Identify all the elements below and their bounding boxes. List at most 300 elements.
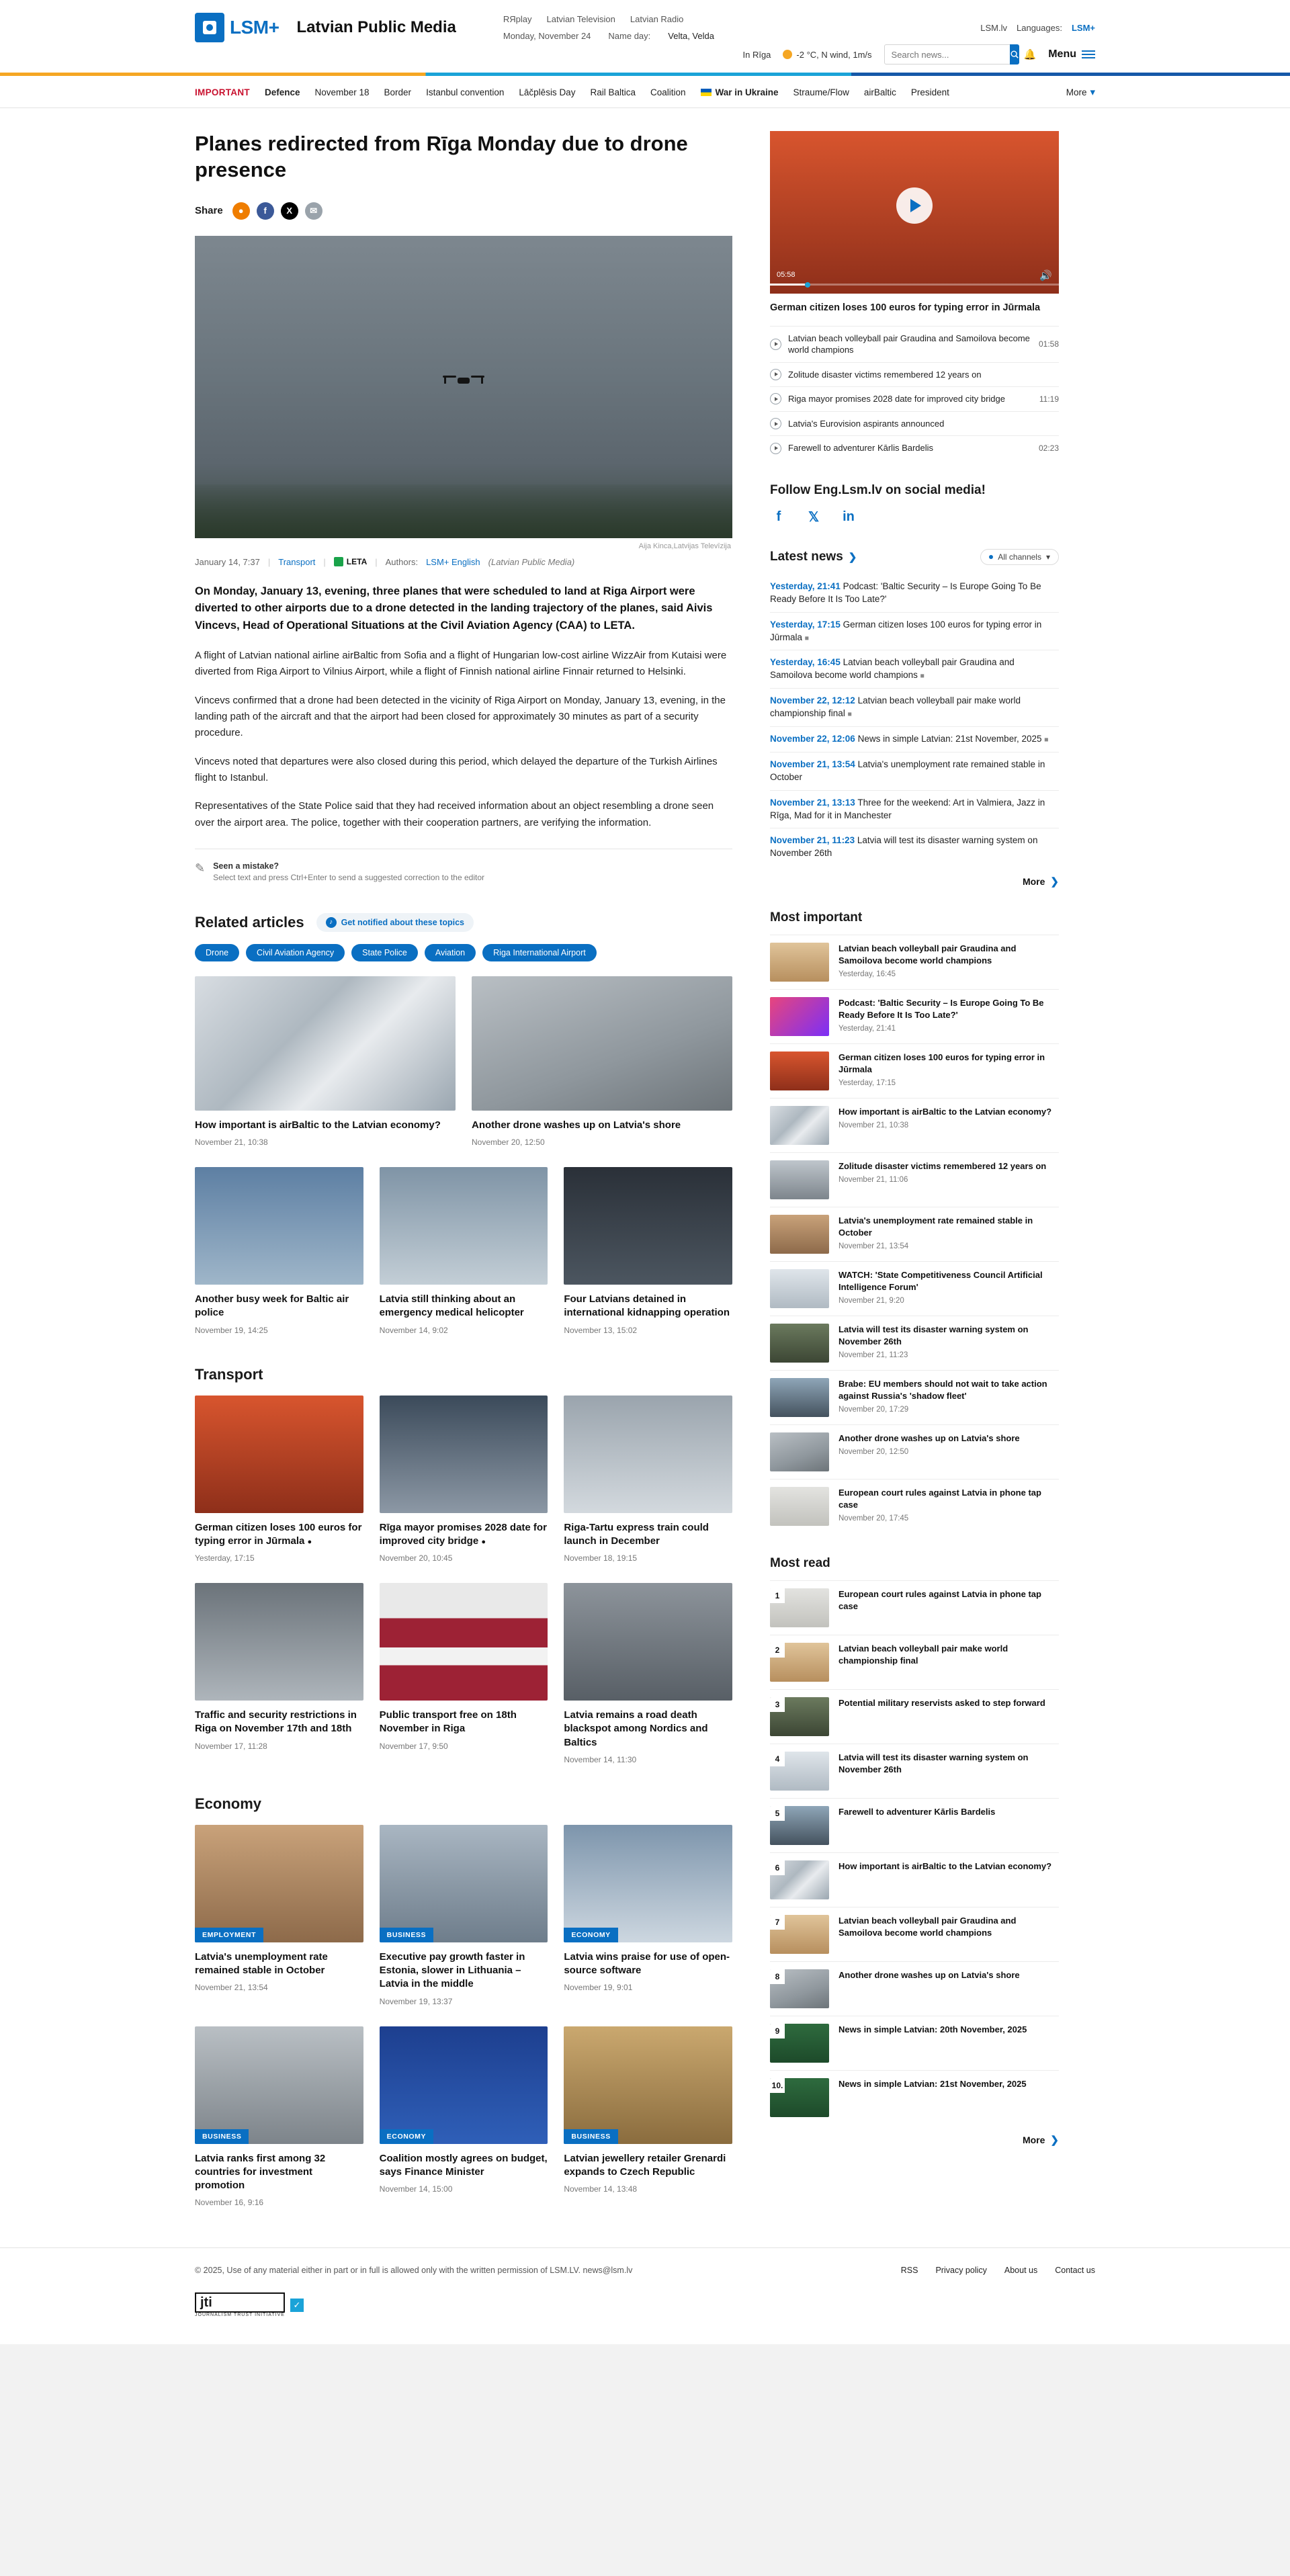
languages-label: Languages:	[1017, 22, 1062, 33]
article-paragraph: Representatives of the State Police said that they had received information about an object resembling a drone seen over the airport area. The police, together with their cooperation partners, are verifying the information.	[195, 800, 714, 828]
item-thumbnail	[770, 1806, 829, 1845]
article-card[interactable]	[195, 1396, 363, 1563]
item-date: November 21, 11:06	[838, 1176, 908, 1185]
card-image	[472, 976, 732, 1111]
article-card[interactable]	[195, 1583, 363, 1764]
playlist-item-title: Farewell to adventurer Kārlis Bardelis	[788, 443, 934, 454]
item-title: News in simple Latvian: 21st November, 2025	[838, 2079, 1027, 2090]
pencil-icon: ✎	[195, 861, 206, 875]
news-item-date: Yesterday, 16:45	[770, 657, 841, 668]
footer-link-contact-us[interactable]: Contact us	[1055, 2266, 1095, 2276]
leta-icon	[334, 557, 343, 566]
tag-drone[interactable]: Drone	[195, 944, 239, 961]
list-item[interactable]	[770, 1852, 1059, 1907]
linkedin-icon[interactable]: in	[843, 509, 855, 525]
card-date: November 16, 9:16	[195, 2198, 264, 2208]
list-item[interactable]	[770, 1580, 1059, 1635]
item-thumbnail	[770, 1160, 829, 1199]
list-item[interactable]	[770, 1961, 1059, 2016]
share-label: Share	[195, 205, 223, 216]
speaker-icon[interactable]: 🔊	[1039, 270, 1052, 282]
list-item[interactable]	[770, 1744, 1059, 1798]
nav-more-button[interactable]	[1066, 86, 1095, 98]
rank-badge: 3	[770, 1697, 785, 1712]
network-links	[503, 14, 980, 24]
rank-badge: 1	[770, 1588, 785, 1603]
play-button-icon[interactable]	[896, 187, 933, 224]
item-date: November 20, 17:29	[838, 1406, 909, 1414]
related-cards-top	[195, 976, 732, 1147]
most-important-heading: Most important	[770, 910, 863, 925]
camera-icon: ■	[847, 710, 852, 719]
page-title: Planes redirected from Rīga Monday due to drone presence	[195, 132, 688, 181]
news-item-title: Latvian beach volleyball pair Graudina and Samoilova become world champions	[770, 657, 1015, 681]
video-progress-bar[interactable]	[770, 284, 1059, 286]
nav-item-border[interactable]: Border	[384, 87, 412, 97]
news-item[interactable]	[770, 650, 1059, 688]
play-icon	[770, 393, 781, 404]
card-date: November 14, 9:02	[379, 1325, 448, 1335]
play-icon	[770, 443, 781, 454]
list-item[interactable]	[770, 1907, 1059, 1961]
playlist-item-title: Latvia's Eurovision aspirants announced	[788, 418, 945, 429]
tag-civil-aviation-agency[interactable]: Civil Aviation Agency	[246, 944, 345, 961]
item-title: News in simple Latvian: 20th November, 2025	[838, 2024, 1027, 2035]
card-date: November 17, 11:28	[195, 1741, 267, 1751]
category-badge: EMPLOYMENT	[195, 1928, 263, 1942]
item-title: Another drone washes up on Latvia's shore	[838, 1970, 1020, 1981]
item-title: Brabe: EU members should not wait to take action against Russia's 'shadow fleet'	[838, 1379, 1047, 1402]
item-thumbnail	[770, 1915, 829, 1954]
bell-icon: ♪	[326, 917, 337, 928]
mistake-title: Seen a mistake?	[213, 861, 280, 871]
list-item[interactable]	[770, 1098, 1059, 1152]
item-date: November 21, 10:38	[838, 1121, 909, 1130]
news-item-date: November 21, 11:23	[770, 835, 855, 846]
item-thumbnail	[770, 1215, 829, 1254]
card-title: Executive pay growth faster in Estonia, slower in Lithuania – Latvia in the middle	[379, 1950, 525, 1990]
languages-value[interactable]: LSM+	[1071, 22, 1095, 33]
channels-filter-label: All channels	[998, 552, 1041, 562]
footer-link-about-us[interactable]: About us	[1004, 2266, 1038, 2276]
nav-item-airbaltic[interactable]: airBaltic	[863, 87, 896, 97]
article-card[interactable]	[564, 1167, 732, 1335]
search-icon[interactable]	[1010, 44, 1019, 65]
card-date: Yesterday, 17:15	[195, 1553, 255, 1563]
topic-tags	[195, 944, 732, 961]
facebook-icon[interactable]: f	[776, 509, 781, 525]
item-title: WATCH: 'State Competitiveness Council Artificial Intelligence Forum'	[838, 1270, 1043, 1293]
share-rss-icon[interactable]: ●	[232, 202, 250, 220]
author-org: (Latvian Public Media)	[488, 556, 575, 567]
chevron-right-icon: ❯	[1050, 2135, 1059, 2147]
nav-item-defence[interactable]: Defence	[264, 87, 300, 97]
article-card[interactable]	[472, 976, 732, 1147]
item-title: Farewell to adventurer Kārlis Bardelis	[838, 1807, 996, 1817]
camera-icon: ■	[1044, 735, 1049, 744]
card-image	[564, 1396, 732, 1513]
list-item[interactable]	[770, 989, 1059, 1043]
news-item-date: November 21, 13:13	[770, 797, 855, 808]
news-item-date: November 22, 12:12	[770, 695, 855, 706]
latest-news-more-button[interactable]	[770, 866, 1059, 888]
card-image	[195, 976, 456, 1111]
article-card[interactable]	[564, 1396, 732, 1563]
article-card[interactable]	[195, 976, 456, 1147]
news-item-title: Latvian beach volleyball pair make world championship final	[770, 695, 1021, 719]
item-title: Another drone washes up on Latvia's shore	[838, 1433, 1020, 1444]
list-item[interactable]	[770, 935, 1059, 989]
item-title: European court rules against Latvia in phone tap case	[838, 1488, 1041, 1510]
news-item-title: Three for the weekend: Art in Valmiera, Jazz in Rīga, Mad for it in Manchester	[770, 797, 1045, 820]
card-date: November 14, 15:00	[379, 2184, 453, 2194]
article-card[interactable]	[195, 2026, 363, 2208]
category-badge: BUSINESS	[195, 2129, 249, 2144]
most-important-list	[770, 935, 1059, 1533]
item-thumbnail	[770, 2024, 829, 2063]
item-date: Yesterday, 17:15	[838, 1079, 896, 1088]
item-thumbnail	[770, 1324, 829, 1363]
link-latvian-television[interactable]: Latvian Television	[546, 14, 615, 24]
article-date: January 14, 7:37	[195, 556, 260, 567]
related-header	[195, 913, 732, 932]
list-item[interactable]	[770, 1152, 1059, 1207]
nav-item-straume-flow[interactable]: Straume/Flow	[793, 87, 849, 97]
list-item[interactable]	[770, 2016, 1059, 2070]
image-caption: Aija Kinca,Latvijas Televīzija	[638, 542, 731, 550]
transport-cards	[195, 1396, 732, 1764]
article-paragraph: A flight of Latvian national airline airBaltic from Sofia and a flight of Hungarian low-cost airline WizzAir from Kutaisi were diverted from Riga Airport to Vilnius Airport, while a flight of Finnish national airline Finnair returned to Helsinki.	[195, 650, 727, 678]
lsm-lv-link[interactable]: LSM.lv	[980, 22, 1007, 33]
article-lead: On Monday, January 13, evening, three planes that were scheduled to land at Riga Airport were diverted to other airports due to a drone detected in the landing trajectory of the planes, said Aivis Vincevs, Head of Operational Situations at the Civil Aviation Agency (CAA) to LETA.	[195, 585, 713, 632]
item-date: Yesterday, 16:45	[838, 970, 896, 979]
author-link[interactable]: LSM+ English	[426, 556, 480, 567]
menu-label: Menu	[1048, 48, 1076, 60]
rank-badge: 9	[770, 2024, 785, 2038]
item-thumbnail	[770, 1643, 829, 1682]
sidebar-column	[770, 131, 1059, 2207]
card-title: Four Latvians detained in international kidnapping operation	[564, 1293, 730, 1319]
most-important-header	[770, 910, 1059, 925]
leta-label: LETA	[346, 557, 368, 566]
card-image	[380, 1583, 548, 1701]
link-latvian-radio[interactable]: Latvian Radio	[630, 14, 684, 24]
category-badge: ECONOMY	[564, 1928, 617, 1942]
nav-important-label: IMPORTANT	[195, 87, 250, 97]
card-title: German citizen loses 100 euros for typing error in Jūrmala	[195, 1521, 362, 1547]
card-image	[564, 2026, 732, 2144]
check-icon: ✓	[290, 2299, 304, 2312]
item-thumbnail	[770, 1378, 829, 1417]
list-item[interactable]	[770, 1043, 1059, 1098]
camera-icon: ●	[307, 1537, 312, 1546]
list-item[interactable]	[770, 1261, 1059, 1316]
article-card[interactable]	[380, 1167, 548, 1335]
item-title: Latvia will test its disaster warning system on November 26th	[838, 1324, 1029, 1347]
list-item[interactable]	[770, 2070, 1059, 2124]
news-item-date: Yesterday, 21:41	[770, 581, 841, 591]
tag-riga-international-airport[interactable]: Riga International Airport	[482, 944, 597, 961]
card-title: Latvia ranks first among 32 countries for investment promotion	[195, 2152, 326, 2192]
news-item[interactable]	[770, 612, 1059, 650]
playlist-item[interactable]	[770, 362, 1059, 387]
camera-icon: ■	[804, 634, 810, 642]
footer-link-privacy-policy[interactable]: Privacy policy	[935, 2266, 987, 2276]
item-title: Latvian beach volleyball pair Graudina and Samoilova become world champions	[838, 943, 1017, 966]
playlist-item-title: Latvian beach volleyball pair Graudina and Samoilova become world champions	[788, 333, 1030, 355]
footer-links	[901, 2266, 1095, 2275]
menu-button[interactable]	[1048, 48, 1095, 60]
nav-more-label: More	[1066, 87, 1087, 97]
list-item[interactable]	[770, 1424, 1059, 1479]
chevron-down-icon: ▾	[1090, 87, 1095, 98]
weather-widget	[783, 50, 871, 60]
main-column	[195, 131, 732, 2207]
card-date: November 21, 10:38	[195, 1137, 268, 1148]
nav-item-war-in-ukraine[interactable]	[701, 87, 779, 97]
latest-news-list	[770, 574, 1059, 866]
card-image	[380, 2026, 548, 2144]
sun-icon	[783, 50, 792, 59]
most-read-more-button[interactable]	[770, 2124, 1059, 2146]
card-date: November 13, 15:02	[564, 1325, 638, 1335]
tag-aviation[interactable]: Aviation	[425, 944, 476, 961]
card-image	[564, 1167, 732, 1285]
share-email-icon[interactable]: ✉	[305, 202, 322, 220]
list-item[interactable]	[770, 1370, 1059, 1424]
article-category[interactable]: Transport	[278, 556, 316, 567]
category-badge: ECONOMY	[380, 2129, 433, 2144]
ukraine-flag-icon	[701, 89, 712, 96]
card-image	[195, 1396, 363, 1513]
tag-state-police[interactable]: State Police	[351, 944, 418, 961]
search-input[interactable]	[892, 50, 1010, 60]
item-thumbnail	[770, 1051, 829, 1090]
news-item[interactable]	[770, 574, 1059, 612]
card-date: November 19, 13:37	[379, 1996, 453, 2006]
social-links	[770, 509, 1059, 526]
card-date: November 20, 12:50	[472, 1137, 545, 1148]
card-image	[195, 1167, 363, 1285]
article-card[interactable]	[195, 1167, 363, 1335]
article-card[interactable]	[380, 1583, 548, 1764]
news-item-date: November 21, 13:54	[770, 759, 855, 769]
article-card[interactable]	[380, 1825, 548, 2006]
article-hero-image	[195, 236, 732, 538]
item-title: Latvian beach volleyball pair make world championship final	[838, 1643, 1008, 1666]
item-thumbnail	[770, 1969, 829, 2008]
rank-badge: 2	[770, 1643, 785, 1658]
article-paragraph: Vincevs noted that departures were also closed during this period, which delayed the departure of the Turkish Airlines flight to Istanbul.	[195, 755, 718, 783]
article-card[interactable]	[564, 1583, 732, 1764]
more-label: More	[1022, 2135, 1045, 2146]
playlist-item-title: Riga mayor promises 2028 date for improved city bridge	[788, 394, 1005, 404]
chevron-right-icon: ❯	[1050, 876, 1059, 888]
card-title: Public transport free on 18th November in Riga	[379, 1709, 517, 1735]
news-item-title: Podcast: 'Baltic Security – Is Europe Going To Be Ready Before It Is Too Late?'	[770, 581, 1041, 604]
article-meta: January 14, 7:37 | Transport | LETA | Authors: LSM+ English (Latvian Public Media)	[195, 556, 575, 567]
playlist-item-time: 02:23	[1038, 443, 1059, 453]
news-item-title: Latvia will test its disaster warning system on November 26th	[770, 835, 1038, 859]
nav-item-coalition[interactable]: Coalition	[650, 87, 686, 97]
authors-label: Authors:	[385, 556, 419, 567]
weather-text: -2 °C, N wind, 1m/s	[796, 49, 872, 60]
footer	[0, 2247, 1290, 2344]
most-read-list	[770, 1580, 1059, 2124]
card-title: How important is airBaltic to the Latvian economy?	[195, 1119, 441, 1131]
card-date: November 21, 13:54	[195, 1983, 268, 1993]
nav-item-rail-baltica[interactable]: Rail Baltica	[590, 87, 636, 97]
related-heading: Related articles	[195, 913, 304, 931]
card-date: November 14, 11:30	[564, 1754, 637, 1764]
channels-filter-dropdown[interactable]	[980, 549, 1059, 565]
playlist-item-title: Zolitude disaster victims remembered 12 years on	[788, 369, 982, 380]
card-image	[380, 1167, 548, 1285]
nameday-label: Name day:	[608, 31, 651, 41]
item-title: Podcast: 'Baltic Security – Is Europe Going To Be Ready Before It Is Too Late?'	[838, 998, 1044, 1021]
card-image	[195, 1825, 363, 1942]
play-icon	[770, 369, 781, 380]
section-heading-transport: Transport	[195, 1365, 263, 1383]
share-facebook-icon[interactable]: f	[257, 202, 274, 220]
item-title: European court rules against Latvia in phone tap case	[838, 1589, 1041, 1612]
list-item[interactable]	[770, 1635, 1059, 1689]
article-card[interactable]	[564, 1825, 732, 2006]
x-twitter-icon[interactable]: 𝕏	[808, 510, 820, 525]
drone-figure	[440, 370, 487, 392]
item-title: How important is airBaltic to the Latvian economy?	[838, 1861, 1052, 1872]
rank-badge: 8	[770, 1969, 785, 1984]
news-item-title: Latvia's unemployment rate remained stable in October	[770, 759, 1045, 782]
mistake-subtitle: Select text and press Ctrl+Enter to send a suggested correction to the editor	[213, 872, 484, 882]
card-title: Another drone washes up on Latvia's shore	[472, 1119, 681, 1131]
item-date: November 21, 11:23	[838, 1351, 908, 1360]
card-title: Riga-Tartu express train could launch in December	[564, 1521, 709, 1547]
rank-badge: 10.	[770, 2078, 785, 2093]
report-mistake-box[interactable]	[195, 849, 732, 882]
news-item[interactable]	[770, 688, 1059, 726]
nav-item-istanbul-convention[interactable]: Istanbul convention	[426, 87, 505, 97]
brand-title: Latvian Public Media	[296, 18, 456, 36]
leta-badge	[334, 557, 367, 566]
card-image	[564, 1583, 732, 1701]
card-date: November 17, 9:50	[379, 1741, 448, 1751]
playlist-item-time: 01:58	[1038, 339, 1059, 349]
video-player-card[interactable]	[770, 131, 1059, 315]
economy-cards	[195, 1825, 732, 2208]
nav-item-war-in-ukraine-label: War in Ukraine	[715, 87, 779, 97]
nav-item-president[interactable]: President	[910, 87, 949, 97]
item-thumbnail	[770, 1752, 829, 1791]
card-image	[195, 1583, 363, 1701]
news-item[interactable]	[770, 828, 1059, 866]
news-item[interactable]	[770, 726, 1059, 752]
footer-link-rss[interactable]: RSS	[900, 2266, 918, 2276]
most-read-heading: Most read	[770, 1556, 830, 1571]
item-thumbnail	[770, 1432, 829, 1471]
article-card[interactable]	[380, 2026, 548, 2208]
article-card[interactable]	[195, 1825, 363, 2006]
video-thumbnail[interactable]	[770, 131, 1059, 294]
video-title: German citizen loses 100 euros for typing error in Jūrmala	[770, 302, 1041, 313]
item-date: November 20, 12:50	[838, 1448, 909, 1457]
item-date: November 21, 13:54	[838, 1242, 909, 1251]
card-title: Latvian jewellery retailer Grenardi expands to Czech Republic	[564, 2152, 726, 2178]
hamburger-icon	[1082, 50, 1095, 58]
nameday-value: Velta, Velda	[668, 31, 714, 41]
news-item[interactable]	[770, 752, 1059, 790]
card-image	[564, 1825, 732, 1942]
card-date: November 18, 19:15	[564, 1553, 638, 1563]
logo-text[interactable]: LSM+	[230, 17, 280, 38]
card-title: Latvia wins praise for use of open-source software	[564, 1950, 730, 1977]
playlist-item[interactable]	[770, 386, 1059, 411]
item-thumbnail	[770, 997, 829, 1036]
playlist-item-time: 11:19	[1039, 394, 1059, 404]
camera-icon: ●	[481, 1537, 486, 1546]
news-item[interactable]	[770, 790, 1059, 828]
item-title: Latvia's unemployment rate remained stable in October	[838, 1215, 1033, 1238]
link-replay[interactable]: RЯplay	[503, 14, 532, 24]
card-date: November 19, 14:25	[195, 1325, 268, 1335]
card-title: Another busy week for Baltic air police	[195, 1293, 349, 1319]
article-body	[195, 648, 732, 831]
card-title: Coalition mostly agrees on budget, says Finance Minister	[379, 2152, 548, 2178]
playlist-item[interactable]	[770, 326, 1059, 362]
notify-topics-button[interactable]	[316, 913, 474, 932]
video-time: 05:58	[777, 271, 796, 279]
article-card[interactable]	[564, 2026, 732, 2208]
search-box[interactable]	[884, 44, 1012, 65]
article-card[interactable]	[380, 1396, 548, 1563]
playlist-item[interactable]	[770, 435, 1059, 460]
card-title: Latvia still thinking about an emergency medical helicopter	[379, 1293, 524, 1319]
play-icon	[770, 418, 781, 429]
nav-item-november-18[interactable]: November 18	[314, 87, 370, 97]
category-badge: BUSINESS	[564, 2129, 617, 2144]
news-item-title: News in simple Latvian: 21st November, 2025	[857, 733, 1042, 744]
latest-news-header	[770, 549, 1059, 565]
list-item[interactable]	[770, 1207, 1059, 1261]
list-item[interactable]	[770, 1798, 1059, 1852]
share-row	[195, 202, 732, 220]
nav-item-lacplesis-day[interactable]: Lāčplēsis Day	[519, 87, 576, 97]
list-item[interactable]	[770, 1689, 1059, 1744]
item-thumbnail	[770, 943, 829, 982]
item-title: How important is airBaltic to the Latvian economy?	[838, 1107, 1052, 1117]
related-cards-bottom	[195, 1167, 732, 1335]
card-image	[195, 2026, 363, 2144]
rank-badge: 5	[770, 1806, 785, 1821]
item-date: November 20, 17:45	[838, 1514, 909, 1523]
item-title: Zolitude disaster victims remembered 12 years on	[838, 1161, 1047, 1172]
share-x-icon[interactable]: X	[281, 202, 298, 220]
notifications-bell-icon[interactable]: 🔔	[1023, 49, 1037, 60]
chevron-right-icon: ❯	[848, 551, 857, 563]
jti-subtitle: JOURNALISM TRUST INITIATIVE	[195, 2313, 285, 2318]
category-nav	[0, 76, 1290, 108]
card-date: November 19, 9:01	[564, 1983, 633, 1993]
list-item[interactable]	[770, 1316, 1059, 1370]
jti-logo	[195, 2292, 1095, 2317]
chevron-down-icon: ▾	[1045, 552, 1050, 562]
list-item[interactable]	[770, 1479, 1059, 1533]
news-item-date: Yesterday, 17:15	[770, 619, 841, 630]
news-item-title: German citizen loses 100 euros for typing error in Jūrmala	[770, 619, 1042, 642]
dot-icon	[989, 555, 993, 559]
playlist-item[interactable]	[770, 411, 1059, 436]
section-heading-economy: Economy	[195, 1795, 262, 1812]
